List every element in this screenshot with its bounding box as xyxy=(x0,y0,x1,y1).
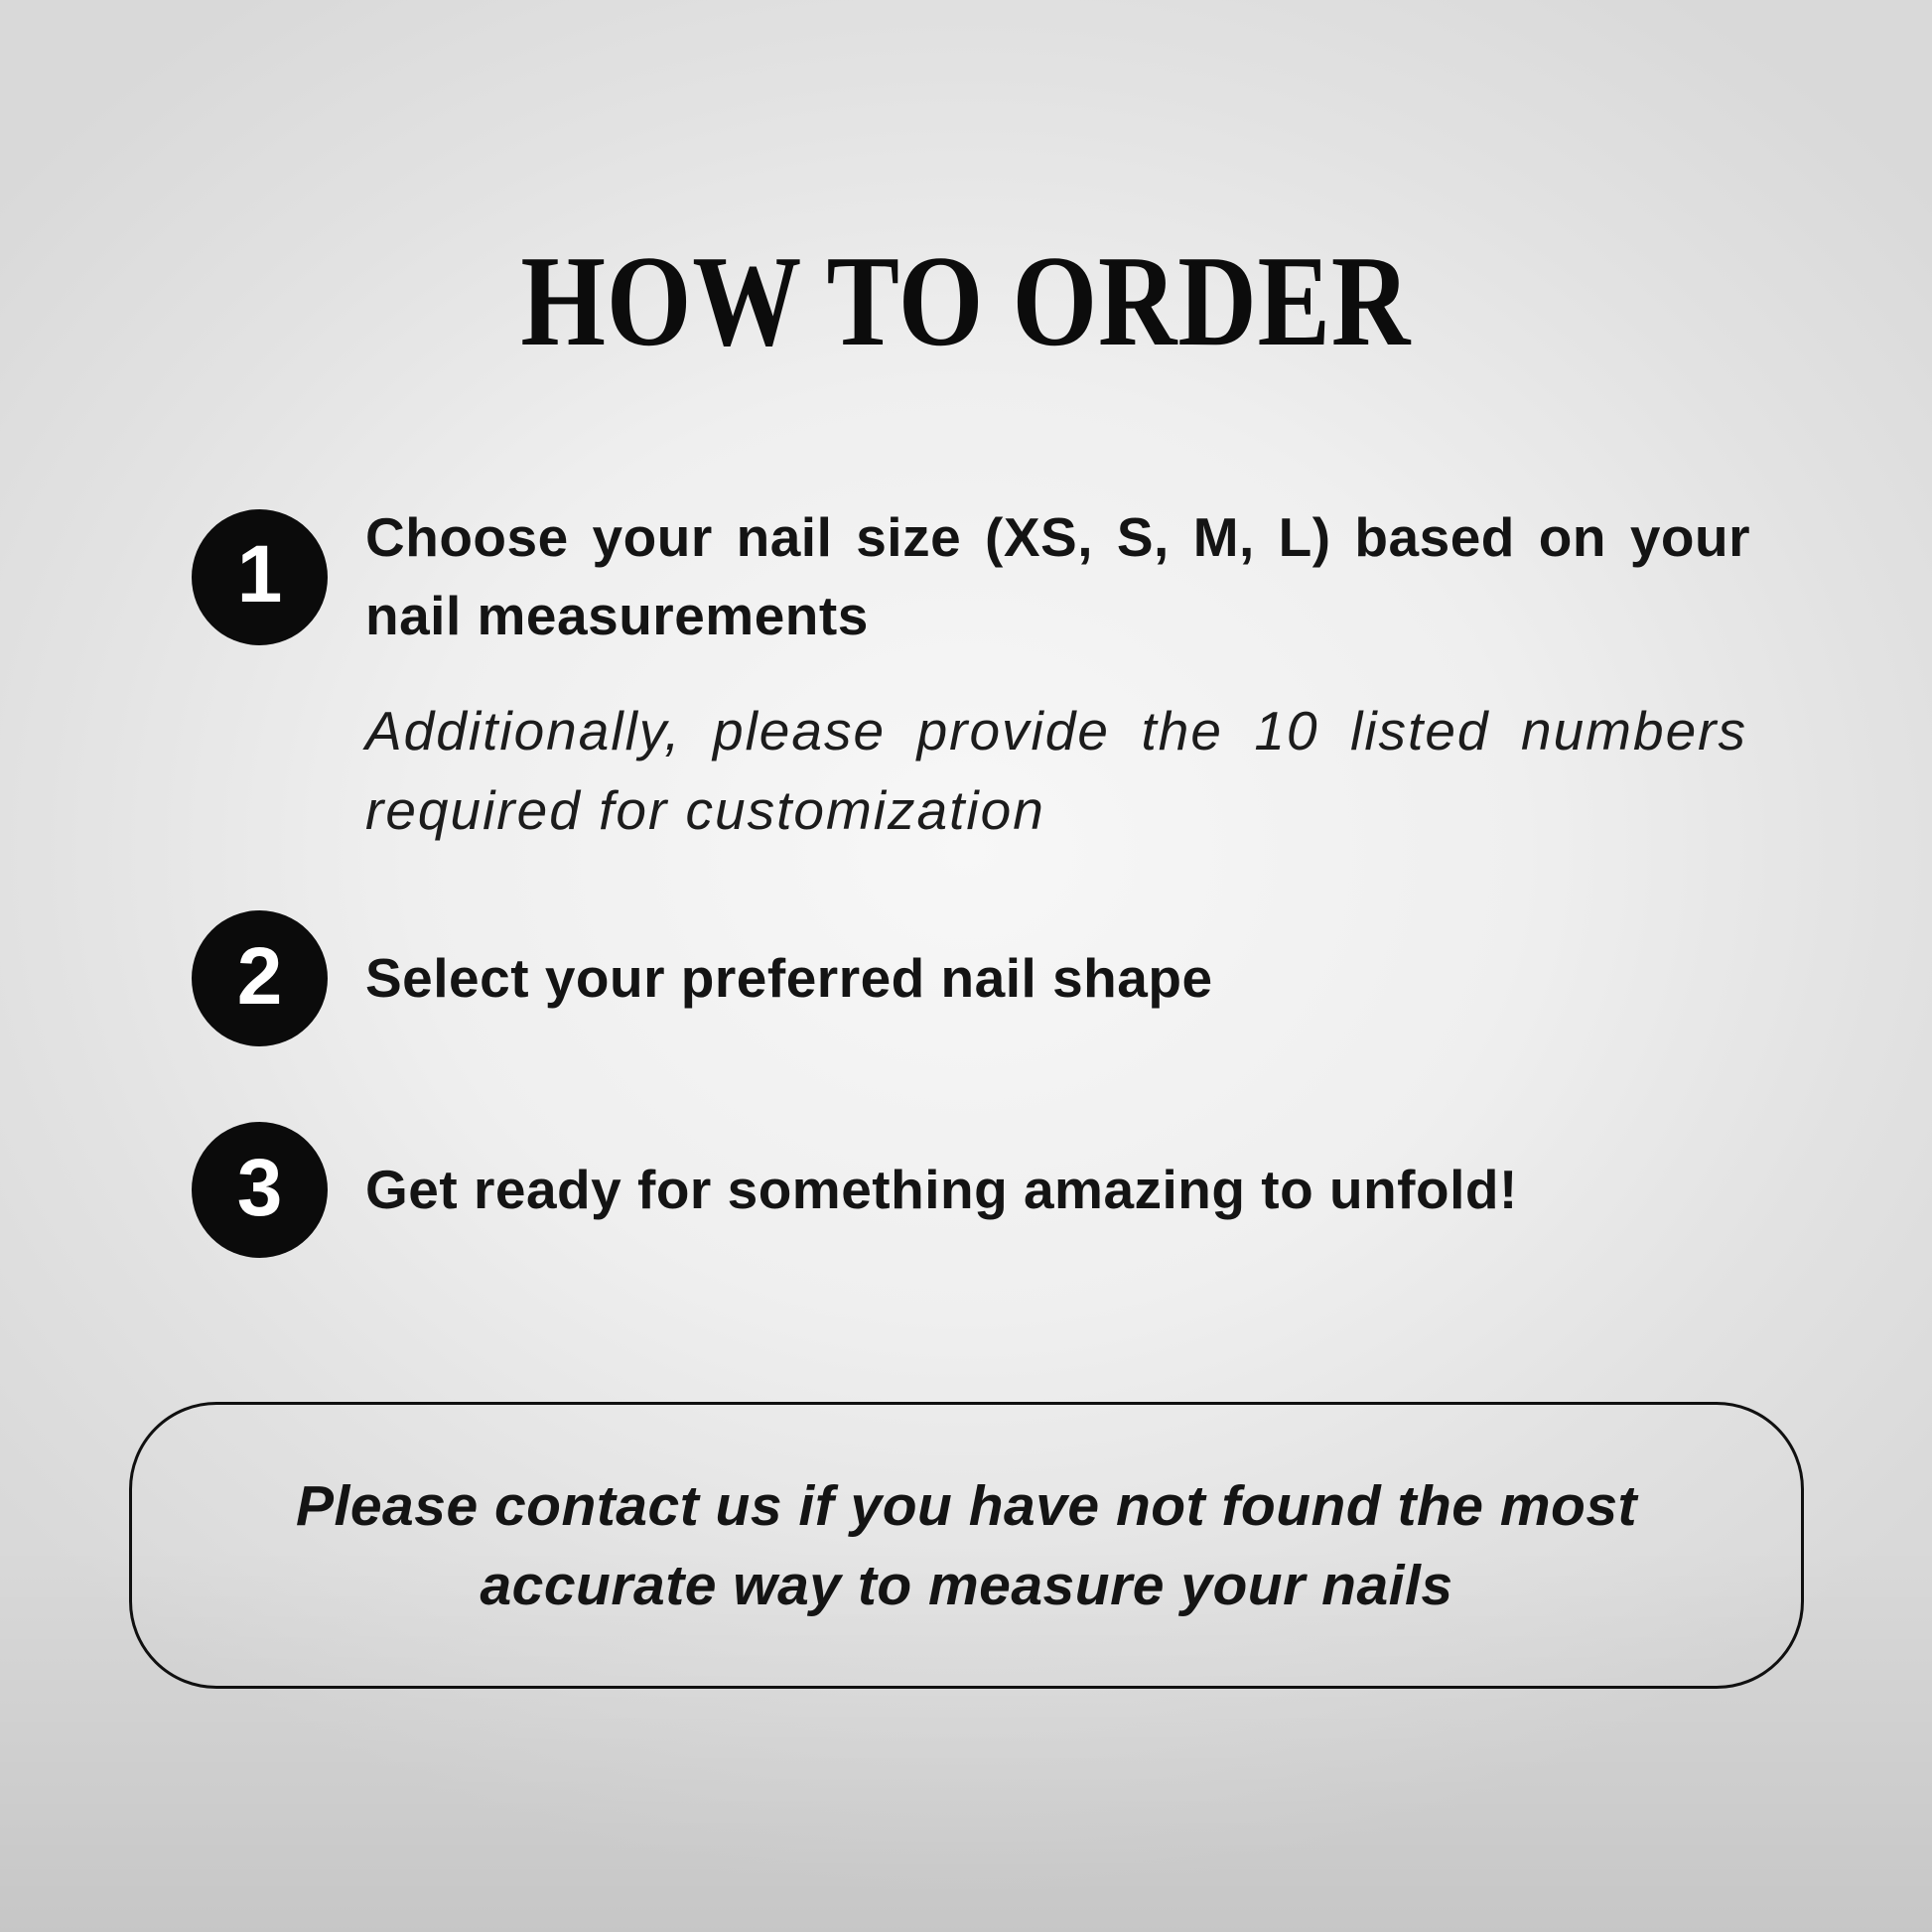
step-3 xyxy=(192,1122,1750,1258)
step-1 xyxy=(192,498,1750,655)
step-3-heading: Get ready for something amazing to unfold! xyxy=(365,1159,1518,1220)
step-2 xyxy=(192,910,1750,1046)
step-2-heading: Select your preferred nail shape xyxy=(365,947,1213,1009)
step-3-number: 3 xyxy=(236,1142,283,1233)
page-title xyxy=(0,229,1932,373)
contact-note-text: Please contact us if you have not found the most accurate way to measure your nails xyxy=(295,1473,1638,1617)
step-1-number-badge xyxy=(192,509,328,645)
step-3-number-badge xyxy=(192,1122,328,1258)
contact-note-box xyxy=(129,1402,1804,1689)
step-1-note: Additionally, please provide the 10 listed numbers required for customization xyxy=(365,700,1747,841)
step-1-number: 1 xyxy=(236,529,283,620)
step-2-number-badge xyxy=(192,910,328,1046)
step-2-number: 2 xyxy=(236,930,283,1022)
page-title-text: HOW TO ORDER xyxy=(520,229,1412,373)
step-1-heading: Choose your nail size (XS, S, M, L) based on your nail measurements xyxy=(365,506,1750,646)
